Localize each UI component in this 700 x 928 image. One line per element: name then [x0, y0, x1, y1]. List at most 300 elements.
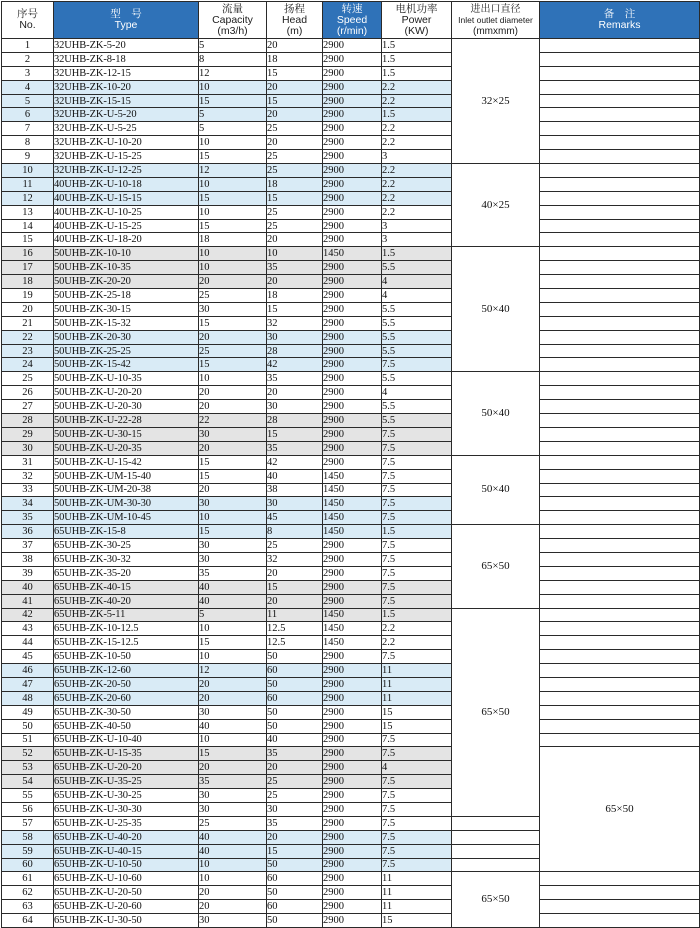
header-remarks-en: Remarks	[598, 19, 641, 31]
row-capacity: 10	[199, 622, 267, 636]
table-row	[2, 136, 700, 150]
row-no: 49	[2, 705, 54, 719]
row-power: 2.2	[382, 164, 452, 178]
row-no: 57	[2, 816, 54, 830]
row-remarks	[540, 233, 700, 247]
row-type: 50UHB-ZK-U-22-28	[54, 414, 199, 428]
row-capacity: 10	[199, 136, 267, 150]
row-power: 7.5	[382, 733, 452, 747]
row-power: 7.5	[382, 830, 452, 844]
row-remarks	[540, 150, 700, 164]
table-row	[2, 580, 700, 594]
row-remarks	[540, 525, 700, 539]
row-speed: 2900	[323, 219, 382, 233]
table-row	[2, 719, 700, 733]
row-no: 61	[2, 872, 54, 886]
row-head: 45	[267, 511, 323, 525]
row-capacity: 15	[199, 219, 267, 233]
row-head: 50	[267, 705, 323, 719]
table-row	[2, 108, 700, 122]
table-row	[2, 691, 700, 705]
row-head: 20	[267, 80, 323, 94]
row-capacity: 20	[199, 400, 267, 414]
row-remarks	[540, 733, 700, 747]
row-head: 20	[267, 566, 323, 580]
row-head: 32	[267, 316, 323, 330]
row-head: 30	[267, 330, 323, 344]
row-power: 7.5	[382, 358, 452, 372]
row-head: 10	[267, 247, 323, 261]
row-remarks	[540, 511, 700, 525]
row-capacity: 25	[199, 344, 267, 358]
row-power: 5.5	[382, 344, 452, 358]
row-no: 10	[2, 164, 54, 178]
row-type: 65UHB-ZK-U-10-40	[54, 733, 199, 747]
row-remarks	[540, 66, 700, 80]
row-power: 1.5	[382, 108, 452, 122]
row-head: 25	[267, 789, 323, 803]
row-no: 7	[2, 122, 54, 136]
row-no: 45	[2, 650, 54, 664]
row-remarks	[540, 636, 700, 650]
row-head: 60	[267, 900, 323, 914]
row-power: 11	[382, 677, 452, 691]
row-speed: 2900	[323, 775, 382, 789]
row-power: 7.5	[382, 650, 452, 664]
row-head: 20	[267, 275, 323, 289]
row-remarks	[540, 205, 700, 219]
row-power: 2.2	[382, 205, 452, 219]
row-speed: 2900	[323, 914, 382, 928]
row-speed: 2900	[323, 650, 382, 664]
row-remarks	[540, 289, 700, 303]
row-no: 21	[2, 316, 54, 330]
table-row	[2, 497, 700, 511]
row-head: 35	[267, 261, 323, 275]
row-no: 22	[2, 330, 54, 344]
row-no: 27	[2, 400, 54, 414]
row-speed: 2900	[323, 858, 382, 872]
row-capacity: 40	[199, 719, 267, 733]
row-head: 50	[267, 914, 323, 928]
row-speed: 2900	[323, 789, 382, 803]
row-capacity: 30	[199, 705, 267, 719]
header-diameter-en: Inlet outlet diameter	[458, 14, 533, 25]
row-capacity: 15	[199, 636, 267, 650]
table-row	[2, 608, 700, 622]
table-row	[2, 372, 700, 386]
row-head: 28	[267, 414, 323, 428]
row-capacity: 10	[199, 177, 267, 191]
header-speed-cn: 转速	[341, 2, 363, 15]
table-row	[2, 39, 700, 53]
row-type: 65UHB-ZK-U-40-15	[54, 844, 199, 858]
row-no: 39	[2, 566, 54, 580]
row-type: 50UHB-ZK-20-30	[54, 330, 199, 344]
pump-spec-table	[1, 1, 700, 928]
row-remarks	[540, 386, 700, 400]
header-remarks-cn: 备 注	[603, 8, 636, 20]
row-remarks	[540, 497, 700, 511]
row-head: 20	[267, 108, 323, 122]
row-speed: 2900	[323, 580, 382, 594]
table-row	[2, 664, 700, 678]
row-no: 48	[2, 691, 54, 705]
row-power: 2.2	[382, 191, 452, 205]
row-type: 50UHB-ZK-25-25	[54, 344, 199, 358]
row-type: 65UHB-ZK-U-10-50	[54, 858, 199, 872]
row-capacity: 5	[199, 122, 267, 136]
row-head: 40	[267, 733, 323, 747]
row-head: 18	[267, 289, 323, 303]
row-capacity: 12	[199, 164, 267, 178]
table-row	[2, 289, 700, 303]
row-speed: 2900	[323, 164, 382, 178]
row-speed: 2900	[323, 372, 382, 386]
header-capacity-en: Capacity	[212, 13, 253, 26]
row-speed: 2900	[323, 566, 382, 580]
table-row	[2, 594, 700, 608]
row-no: 46	[2, 664, 54, 678]
row-speed: 2900	[323, 261, 382, 275]
header-capacity-cn: 流量	[222, 2, 243, 15]
table-row	[2, 80, 700, 94]
row-power: 1.5	[382, 247, 452, 261]
row-remarks	[540, 580, 700, 594]
row-speed: 2900	[323, 761, 382, 775]
header-no-cn: 序号	[17, 8, 38, 20]
row-power: 11	[382, 691, 452, 705]
row-capacity: 12	[199, 664, 267, 678]
row-head: 25	[267, 775, 323, 789]
row-type: 50UHB-ZK-UM-10-45	[54, 511, 199, 525]
row-power: 4	[382, 386, 452, 400]
row-speed: 2900	[323, 289, 382, 303]
row-remarks	[540, 372, 700, 386]
row-capacity: 20	[199, 691, 267, 705]
table-row	[2, 525, 700, 539]
table-row	[2, 455, 700, 469]
row-power: 7.5	[382, 844, 452, 858]
row-capacity: 30	[199, 552, 267, 566]
header-type-en: Type	[114, 19, 138, 31]
row-no: 15	[2, 233, 54, 247]
table-header-row	[2, 2, 700, 39]
table-row	[2, 483, 700, 497]
row-remarks	[540, 608, 700, 622]
row-power: 7.5	[382, 802, 452, 816]
row-no: 24	[2, 358, 54, 372]
row-type: 32UHB-ZK-U-5-20	[54, 108, 199, 122]
row-remarks	[540, 914, 700, 928]
row-power: 5.5	[382, 302, 452, 316]
row-type: 65UHB-ZK-U-30-25	[54, 789, 199, 803]
row-capacity: 30	[199, 302, 267, 316]
row-head: 35	[267, 816, 323, 830]
row-head: 40	[267, 469, 323, 483]
row-power: 7.5	[382, 539, 452, 553]
row-type: 65UHB-ZK-U-20-20	[54, 761, 199, 775]
table-row	[2, 316, 700, 330]
row-remarks	[540, 872, 700, 886]
row-head: 25	[267, 539, 323, 553]
row-no: 28	[2, 414, 54, 428]
row-no: 30	[2, 441, 54, 455]
row-capacity: 35	[199, 566, 267, 580]
row-remarks	[540, 247, 700, 261]
diameter-group: 50×40	[452, 247, 540, 372]
row-head: 50	[267, 677, 323, 691]
row-capacity: 5	[199, 108, 267, 122]
row-power: 2.2	[382, 636, 452, 650]
row-no: 2	[2, 52, 54, 66]
row-capacity: 10	[199, 205, 267, 219]
table-row	[2, 872, 700, 886]
row-remarks	[540, 275, 700, 289]
header-head-cn: 扬程	[284, 2, 305, 15]
row-speed: 2900	[323, 39, 382, 53]
row-remarks	[540, 900, 700, 914]
table-row	[2, 358, 700, 372]
row-remarks	[540, 414, 700, 428]
row-speed: 2900	[323, 733, 382, 747]
row-head: 20	[267, 233, 323, 247]
row-no: 43	[2, 622, 54, 636]
row-remarks	[540, 94, 700, 108]
row-speed: 2900	[323, 386, 382, 400]
table-row	[2, 622, 700, 636]
row-power: 7.5	[382, 552, 452, 566]
row-type: 50UHB-ZK-10-10	[54, 247, 199, 261]
row-type: 65UHB-ZK-20-50	[54, 677, 199, 691]
table-row	[2, 469, 700, 483]
row-speed: 2900	[323, 552, 382, 566]
row-type: 65UHB-ZK-U-20-50	[54, 886, 199, 900]
row-head: 18	[267, 177, 323, 191]
row-remarks	[540, 122, 700, 136]
row-type: 40UHB-ZK-U-10-18	[54, 177, 199, 191]
row-no: 51	[2, 733, 54, 747]
row-head: 20	[267, 761, 323, 775]
table-row	[2, 150, 700, 164]
row-no: 56	[2, 802, 54, 816]
row-capacity: 20	[199, 761, 267, 775]
row-no: 12	[2, 191, 54, 205]
row-head: 15	[267, 302, 323, 316]
row-speed: 2900	[323, 441, 382, 455]
row-no: 36	[2, 525, 54, 539]
row-head: 50	[267, 886, 323, 900]
row-no: 17	[2, 261, 54, 275]
table-row	[2, 302, 700, 316]
row-type: 50UHB-ZK-25-18	[54, 289, 199, 303]
row-speed: 2900	[323, 886, 382, 900]
row-remarks	[540, 358, 700, 372]
table-row	[2, 177, 700, 191]
row-type: 65UHB-ZK-U-15-35	[54, 747, 199, 761]
row-speed: 2900	[323, 400, 382, 414]
row-speed: 1450	[323, 497, 382, 511]
row-speed: 2900	[323, 900, 382, 914]
row-power: 1.5	[382, 525, 452, 539]
table-row	[2, 94, 700, 108]
row-remarks	[540, 552, 700, 566]
row-no: 53	[2, 761, 54, 775]
row-speed: 2900	[323, 150, 382, 164]
row-no: 8	[2, 136, 54, 150]
row-speed: 2900	[323, 205, 382, 219]
row-no: 4	[2, 80, 54, 94]
row-type: 65UHB-ZK-40-15	[54, 580, 199, 594]
row-power: 7.5	[382, 580, 452, 594]
table-row	[2, 275, 700, 289]
row-capacity: 22	[199, 414, 267, 428]
table-row	[2, 164, 700, 178]
row-capacity: 10	[199, 872, 267, 886]
row-power: 7.5	[382, 511, 452, 525]
header-speed-unit: (r/min)	[336, 24, 368, 37]
row-capacity: 10	[199, 733, 267, 747]
row-type: 50UHB-ZK-U-20-20	[54, 386, 199, 400]
row-speed: 2900	[323, 719, 382, 733]
row-speed: 2900	[323, 316, 382, 330]
header-diameter-unit: (mmxmm)	[473, 25, 518, 37]
row-remarks	[540, 705, 700, 719]
table-row	[2, 914, 700, 928]
table-row	[2, 677, 700, 691]
header-head-en: Head	[281, 13, 308, 26]
row-capacity: 25	[199, 816, 267, 830]
row-type: 50UHB-ZK-U-30-15	[54, 427, 199, 441]
row-remarks	[540, 39, 700, 53]
row-type: 32UHB-ZK-5-20	[54, 39, 199, 53]
row-remarks	[540, 469, 700, 483]
header-speed	[323, 2, 382, 39]
row-no: 14	[2, 219, 54, 233]
row-power: 5.5	[382, 330, 452, 344]
row-no: 42	[2, 608, 54, 622]
row-capacity: 30	[199, 914, 267, 928]
row-remarks	[540, 886, 700, 900]
row-no: 59	[2, 844, 54, 858]
row-capacity: 15	[199, 316, 267, 330]
row-capacity: 40	[199, 594, 267, 608]
row-type: 65UHB-ZK-U-30-50	[54, 914, 199, 928]
row-remarks	[540, 330, 700, 344]
row-speed: 1450	[323, 511, 382, 525]
row-speed: 1450	[323, 483, 382, 497]
table-row	[2, 330, 700, 344]
row-capacity: 25	[199, 289, 267, 303]
row-type: 50UHB-ZK-UM-15-40	[54, 469, 199, 483]
row-capacity: 10	[199, 247, 267, 261]
row-type: 65UHB-ZK-10-50	[54, 650, 199, 664]
row-capacity: 30	[199, 802, 267, 816]
row-power: 7.5	[382, 483, 452, 497]
row-type: 65UHB-ZK-30-50	[54, 705, 199, 719]
row-capacity: 40	[199, 844, 267, 858]
row-speed: 2900	[323, 191, 382, 205]
row-head: 38	[267, 483, 323, 497]
row-no: 13	[2, 205, 54, 219]
row-power: 7.5	[382, 566, 452, 580]
row-remarks	[540, 302, 700, 316]
row-no: 9	[2, 150, 54, 164]
row-speed: 2900	[323, 802, 382, 816]
header-power-en: Power	[401, 13, 432, 26]
row-type: 32UHB-ZK-U-5-25	[54, 122, 199, 136]
row-no: 26	[2, 386, 54, 400]
row-speed: 2900	[323, 816, 382, 830]
row-power: 2.2	[382, 622, 452, 636]
row-capacity: 15	[199, 150, 267, 164]
row-speed: 2900	[323, 677, 382, 691]
table-row	[2, 414, 700, 428]
row-capacity: 15	[199, 525, 267, 539]
header-power-cn: 电机功率	[395, 2, 438, 15]
row-head: 25	[267, 150, 323, 164]
table-row	[2, 247, 700, 261]
row-type: 40UHB-ZK-U-15-15	[54, 191, 199, 205]
row-speed: 1450	[323, 247, 382, 261]
diameter-group: 65×50	[452, 525, 540, 608]
row-no: 16	[2, 247, 54, 261]
row-speed: 1450	[323, 469, 382, 483]
row-head: 42	[267, 358, 323, 372]
row-no: 58	[2, 830, 54, 844]
row-speed: 2900	[323, 358, 382, 372]
row-speed: 2900	[323, 80, 382, 94]
row-speed: 2900	[323, 830, 382, 844]
row-type: 65UHB-ZK-35-20	[54, 566, 199, 580]
diameter-group: 65×50	[452, 872, 540, 928]
row-no: 32	[2, 469, 54, 483]
header-diameter	[452, 2, 540, 39]
header-capacity	[199, 2, 267, 39]
row-capacity: 40	[199, 580, 267, 594]
row-power: 7.5	[382, 775, 452, 789]
row-head: 15	[267, 94, 323, 108]
row-speed: 2900	[323, 108, 382, 122]
row-capacity: 10	[199, 372, 267, 386]
row-type: 32UHB-ZK-U-15-25	[54, 150, 199, 164]
row-type: 65UHB-ZK-U-30-30	[54, 802, 199, 816]
row-speed: 2900	[323, 455, 382, 469]
row-power: 11	[382, 872, 452, 886]
row-speed: 1450	[323, 525, 382, 539]
row-power: 5.5	[382, 414, 452, 428]
row-speed: 2900	[323, 330, 382, 344]
row-capacity: 15	[199, 455, 267, 469]
row-power: 3	[382, 233, 452, 247]
row-capacity: 40	[199, 830, 267, 844]
row-speed: 2900	[323, 275, 382, 289]
row-power: 7.5	[382, 747, 452, 761]
header-no-en: No.	[19, 19, 36, 31]
row-type: 65UHB-ZK-U-10-60	[54, 872, 199, 886]
row-capacity: 20	[199, 900, 267, 914]
row-type: 65UHB-ZK-U-25-35	[54, 816, 199, 830]
row-remarks	[540, 108, 700, 122]
row-capacity: 20	[199, 386, 267, 400]
table-row	[2, 566, 700, 580]
row-remarks	[540, 219, 700, 233]
row-head: 42	[267, 455, 323, 469]
table-row	[2, 344, 700, 358]
table-row	[2, 511, 700, 525]
row-remarks	[540, 719, 700, 733]
row-remarks	[540, 427, 700, 441]
